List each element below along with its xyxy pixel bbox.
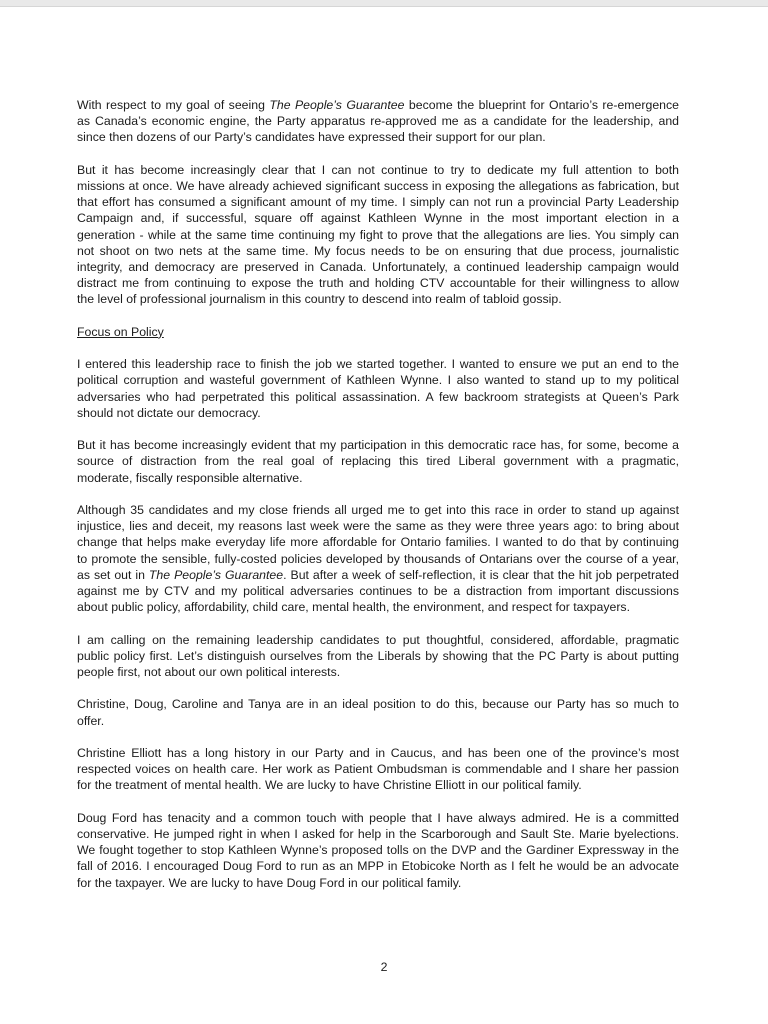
text-line: [77, 664, 679, 680]
text-line: [77, 470, 679, 486]
text-run: to promote the sensible, fully-costed policies developed by thousands of Ontarians over the course of a year,: [77, 551, 679, 566]
text-run: as set out in: [77, 567, 149, 582]
text-run: become the blueprint for Ontario’s re-emergence: [404, 98, 679, 112]
text-run: offer.: [77, 713, 105, 728]
text-run: But it has become increasingly evident that my participation in this democratic race has, for some, become a: [77, 438, 679, 453]
text-run: should not dictate our democracy.: [77, 405, 261, 420]
text-line: [77, 178, 679, 194]
text-run: people first, not about our own political interests.: [77, 665, 341, 680]
italic-title: The People’s Guarantee: [269, 98, 405, 112]
text-run: change that helps make everyday life more affordable for Ontario families. I wanted to do that by continuing: [77, 535, 679, 550]
text-run: public policy first. Let’s distinguish ourselves from the Liberals by showing that the PC Party is about putting: [77, 648, 679, 663]
window-top-bar: [0, 0, 768, 7]
text-run: the level of professional journalism in this country to descend into realm of tabloid gossip.: [77, 292, 562, 307]
text-run: about public policy, affordability, child care, mental health, the environment, and respect for taxpayers.: [77, 600, 630, 615]
text-line: [77, 810, 679, 826]
text-run: injustice, lies and deceit, my reasons last week were the same as they were three years ago: to bring about: [77, 519, 679, 534]
text-line: [77, 534, 679, 550]
text-run: against me by CTV and my political adversaries continues to be a distraction from important discussions: [77, 584, 679, 599]
text-line: [77, 194, 679, 210]
text-run: respected voices on health care. Her work as Patient Ombudsman is commendable and I share her passion: [77, 762, 679, 777]
text-line: [77, 227, 679, 243]
page-number: 2: [380, 960, 388, 974]
body-paragraph: [77, 502, 679, 615]
text-line: [77, 567, 679, 583]
text-line: [77, 210, 679, 226]
text-line: [77, 113, 679, 129]
section-heading: Focus on Policy: [77, 324, 164, 339]
text-line: [77, 842, 679, 858]
text-run: since then dozens of our Party’s candidates have expressed their support for our plan.: [77, 130, 546, 145]
body-paragraph: [77, 356, 679, 421]
text-run: But it has become increasingly clear that I can not continue to try to dedicate my full attention to both: [77, 162, 679, 177]
text-line: [77, 275, 679, 291]
text-run: that effort has consumed a significant amount of my time. I simply can not run a provincial Party Leadership: [77, 195, 679, 210]
text-line: [77, 129, 679, 145]
text-line: [77, 632, 679, 648]
text-run: Christine, Doug, Caroline and Tanya are in an ideal position to do this, because our Party has so much to: [77, 697, 679, 712]
text-line: [77, 372, 679, 388]
text-run: I am calling on the remaining leadership candidates to put thoughtful, considered, affordable, pragmatic: [77, 632, 679, 647]
body-paragraph: [77, 437, 679, 486]
body-paragraph: [77, 696, 679, 728]
text-run: political corruption and wasteful government of Kathleen Wynne. I also wanted to stand up to my political: [77, 373, 679, 388]
text-run: integrity, and democracy are preserved in Canada. Unfortunately, a continued leadership campaign would: [77, 260, 679, 275]
text-run: Campaign and, if successful, square off against Kathleen Wynne in the most important election in a: [77, 211, 679, 226]
text-line: [77, 696, 679, 712]
body-paragraph: [77, 97, 679, 146]
body-paragraph: [77, 632, 679, 681]
text-run: adversaries who had perpetrated this political assassination. A few backroom strategists at Queen’s Park: [77, 389, 679, 404]
text-run: as Canada’s economic engine, the Party apparatus re-approved me as a candidate for the leadership, and: [77, 114, 679, 129]
text-line: [77, 583, 679, 599]
italic-title: The People’s Guarantee: [148, 567, 284, 582]
document-page: [0, 7, 768, 1024]
text-run: conservative. He jumped right in when I asked for help in the Scarborough and Sault Ste. Marie byelections.: [77, 827, 679, 841]
text-run: for the taxpayer. We are lucky to have Doug Ford in our political family.: [77, 875, 462, 890]
text-run: not shoot on two nets at the same time. My focus needs to be on ensuring that due process, journalistic: [77, 243, 679, 258]
text-line: [77, 858, 679, 874]
text-line: [77, 777, 679, 793]
text-line: [77, 875, 679, 891]
text-line: [77, 599, 679, 615]
text-line: [77, 405, 679, 421]
text-run: generation - while at the same time continuing my fight to prove that the allegations are lies. You simply can: [77, 227, 679, 242]
text-line: [77, 389, 679, 405]
text-run: Christine Elliott has a long history in our Party and in Caucus, and has been one of the province’s most: [77, 746, 679, 760]
text-run: Doug Ford has tenacity and a common touch with people that I have always admired. He is a committed: [77, 810, 679, 825]
text-line: [77, 502, 679, 518]
text-line: [77, 97, 679, 113]
text-line: [77, 713, 679, 729]
text-line: [77, 453, 679, 469]
text-line: [77, 518, 679, 534]
text-line: [77, 437, 679, 453]
text-line: [77, 761, 679, 777]
text-line: [77, 243, 679, 259]
text-run: moderate, fiscally responsible alternative.: [77, 470, 303, 485]
text-run: for the treatment of mental health. We are lucky to have Christine Elliott in our political family.: [77, 778, 582, 793]
text-line: [77, 162, 679, 178]
text-run: fall of 2016. I encouraged Doug Ford to run as an MPP in Etobicoke North as I felt he would be an advocate: [77, 859, 679, 874]
text-run: I entered this leadership race to finish the job we started together. I wanted to ensure we put an end to the: [77, 357, 679, 372]
text-run: missions at once. We have already achieved significant success in exposing the allegations as fabrication, but: [77, 179, 679, 193]
text-line: [77, 551, 679, 567]
text-run: With respect to my goal of seeing: [77, 98, 270, 112]
text-run: distract me from continuing to expose the truth and holding CTV accountable for their willingness to allow: [77, 276, 679, 291]
document-body: [77, 97, 679, 907]
text-run: Although 35 candidates and my close friends all urged me to get into this race in order to stand up against: [77, 503, 679, 517]
text-line: [77, 356, 679, 372]
text-line: [77, 826, 679, 842]
text-line: [77, 291, 679, 307]
text-run: We fought together to stop Kathleen Wynne’s proposed tolls on the DVP and the Gardiner Expressway in the: [77, 843, 679, 858]
body-paragraph: [77, 810, 679, 891]
text-line: [77, 745, 679, 761]
text-run: source of distraction from the real goal of replacing this tired Liberal government with a pragmatic,: [77, 454, 679, 469]
text-run: . But after a week of self-reflection, it is clear that the hit job perpetrated: [283, 567, 679, 582]
text-line: [77, 259, 679, 275]
body-paragraph: [77, 745, 679, 794]
body-paragraph: [77, 162, 679, 308]
text-line: [77, 648, 679, 664]
